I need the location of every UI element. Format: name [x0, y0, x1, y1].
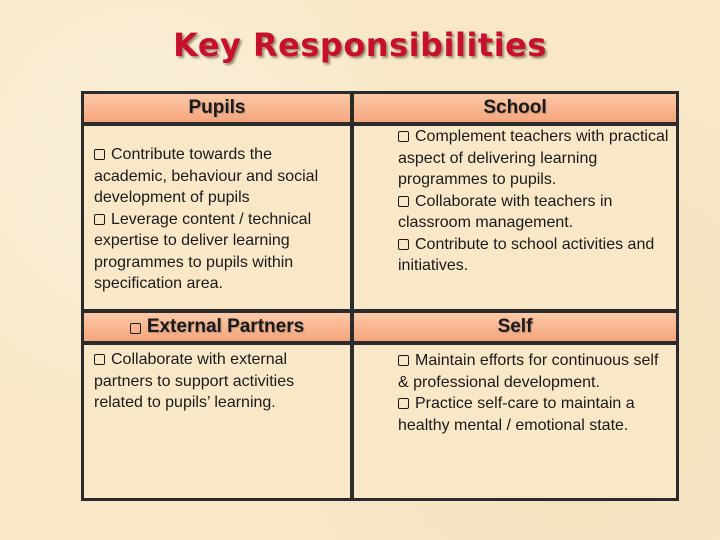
checkbox-bullet-icon	[130, 323, 141, 334]
school-body	[354, 126, 676, 309]
list-item: Complement teachers with practical aspect of delivering learning programmes to pupils.	[398, 128, 669, 188]
checkbox-bullet-icon	[94, 354, 105, 365]
header-external-partners	[84, 313, 350, 341]
list-item: Contribute towards the academic, behaviour and social development of pupils	[94, 146, 319, 206]
pupils-body	[84, 126, 350, 309]
header-school-label: School	[483, 97, 547, 118]
list-item: Contribute to school activities and initiatives.	[398, 235, 655, 274]
header-external-partners-label: External Partners	[146, 316, 305, 337]
list-item: Collaborate with external partners to support activities related to pupils’ learning.	[94, 351, 295, 411]
list-item: Maintain efforts for continuous self & professional development.	[398, 352, 659, 391]
checkbox-bullet-icon	[94, 149, 105, 160]
list-item: Collaborate with teachers in classroom management.	[398, 192, 613, 231]
checkbox-bullet-icon	[398, 131, 409, 142]
header-self	[354, 313, 676, 341]
checkbox-bullet-icon	[94, 214, 105, 225]
page-title: Key Responsibilities	[173, 26, 547, 64]
external-partners-body	[84, 345, 350, 498]
checkbox-bullet-icon	[398, 239, 409, 250]
responsibilities-table	[81, 91, 679, 501]
header-self-label: Self	[497, 316, 533, 337]
header-pupils-label: Pupils	[188, 97, 246, 118]
list-item: Practice self-care to maintain a healthy mental / emotional state.	[398, 395, 635, 434]
list-item: Leverage content / technical expertise to deliver learning programmes to pupils within specification area.	[94, 210, 312, 292]
checkbox-bullet-icon	[398, 398, 409, 409]
checkbox-bullet-icon	[398, 196, 409, 207]
header-pupils	[84, 94, 350, 122]
checkbox-bullet-icon	[398, 355, 409, 366]
self-body	[354, 345, 676, 498]
header-school	[354, 94, 676, 122]
